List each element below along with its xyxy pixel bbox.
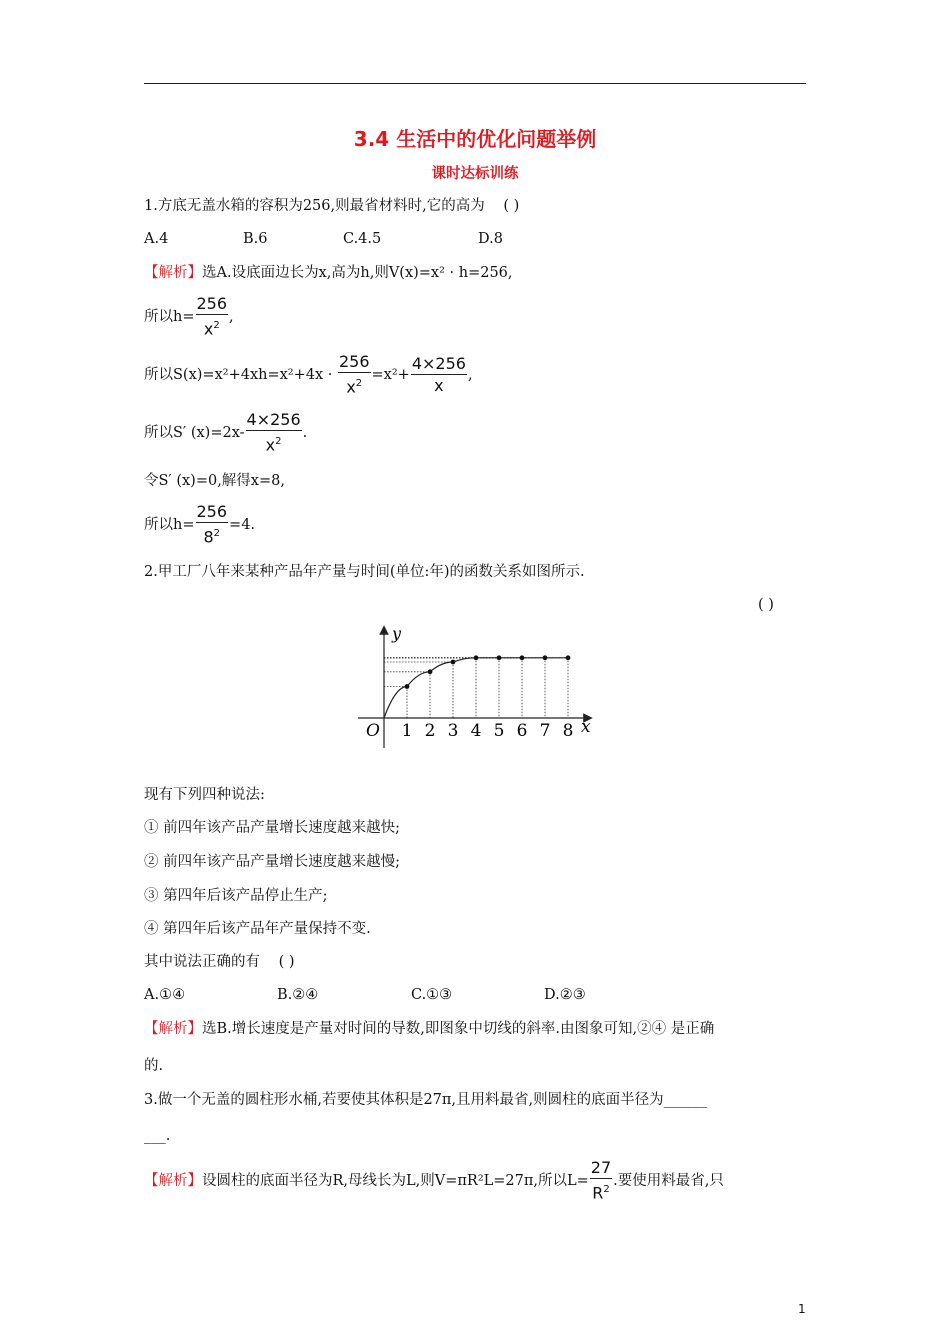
q1-line3-mid: =x²+	[371, 367, 410, 384]
fraction-numerator: 256	[196, 502, 228, 521]
q2-solution-line1	[144, 1019, 714, 1039]
fraction-den-exp: 2	[355, 378, 363, 389]
fraction-den-exp: 2	[603, 1184, 610, 1195]
data-point-2	[428, 669, 433, 674]
data-point-6	[520, 655, 525, 660]
fraction-4x256-over-x2	[246, 410, 302, 456]
fraction-den-exp: 2	[275, 436, 282, 447]
q1-solution-line3	[144, 352, 473, 398]
q1-line4-suffix: .	[302, 425, 308, 442]
q1-answer-blank: ( )	[503, 198, 520, 214]
q1-option-c: C.4.5	[343, 231, 382, 247]
q2-intro: 现有下列四种说法:	[144, 787, 265, 803]
q2-option-b: B.②④	[277, 987, 319, 1003]
q2-statement-2: ② 前四年该产品产量增长速度越来越慢;	[144, 854, 400, 870]
q1-line3-suffix: ,	[467, 367, 473, 384]
q2-option-c: C.①③	[411, 987, 453, 1003]
q2-option-a: A.①④	[144, 987, 186, 1003]
q3-stem: 3.做一个无盖的圆柱形水桶,若要使其体积是27π,且用料最省,则圆柱的底面半径为______	[144, 1092, 708, 1108]
q1-stem	[144, 196, 519, 216]
fraction-27-over-R2	[590, 1158, 612, 1204]
q2-stem: 2.甲工厂八年来某种产品年产量与时间(单位:年)的函数关系如图所示.	[144, 564, 585, 580]
x-tick-label-4: 4	[470, 721, 482, 741]
q3-solution-prefix: 设圆柱的底面半径为R,母线长为L,则V=πR²L=27π,所以L=	[202, 1173, 589, 1190]
q1-option-a: A.4	[144, 231, 169, 247]
x-axis-label: x	[581, 717, 591, 737]
fraction-den-base: R	[592, 1183, 604, 1203]
dotted-guide-lines	[384, 658, 568, 718]
q2-question	[144, 952, 295, 972]
q1-option-d: D.8	[478, 231, 503, 247]
q2-statement-1: ① 前四年该产品产量增长速度越来越快;	[144, 820, 400, 836]
fraction-den-base: 8	[203, 527, 214, 547]
fraction-numerator: 4×256	[246, 410, 301, 429]
q2-solution-tag: 【解析】	[144, 1021, 202, 1037]
q1-solution-tag: 【解析】	[144, 265, 202, 281]
x-tick-label-7: 7	[539, 721, 551, 741]
fraction-den-exp: 2	[213, 528, 221, 539]
fraction-numerator: 256	[338, 352, 370, 371]
header-rule	[144, 83, 806, 84]
q2-question-blank: ( )	[278, 954, 295, 970]
y-axis-label: y	[392, 624, 402, 643]
q1-line4-prefix: 所以S′ (x)=2x-	[144, 425, 245, 442]
x-tick-label-6: 6	[516, 721, 528, 741]
q1-option-b: B.6	[243, 231, 268, 247]
x-tick-label-1: 1	[401, 721, 413, 741]
fraction-denominator	[196, 315, 229, 340]
data-point-8	[566, 655, 571, 660]
fraction-denominator	[196, 523, 229, 548]
q1-solution-line4	[144, 410, 307, 456]
q1-line6-suffix: =4.	[229, 517, 256, 534]
fraction-numerator: 4×256	[411, 353, 466, 373]
x-tick-label-2: 2	[424, 721, 436, 741]
data-point-7	[543, 655, 548, 660]
q2-statement-4: ④ 第四年后该产品年产量保持不变.	[144, 921, 371, 937]
q1-solution-line2	[144, 294, 234, 340]
q2-question-text: 其中说法正确的有	[144, 954, 260, 970]
fraction-den-base: x	[265, 435, 276, 455]
x-tick-label-5: 5	[493, 721, 505, 741]
data-point-3	[451, 660, 456, 665]
q3-solution-line1	[144, 1158, 724, 1204]
q1-stem-text: 1.方底无盖水箱的容积为256,则最省材料时,它的高为	[144, 198, 485, 214]
q3-solution-tag: 【解析】	[144, 1173, 202, 1190]
x-tick-labels	[402, 721, 574, 741]
production-chart	[350, 622, 600, 752]
data-points	[405, 655, 571, 689]
fraction-denominator	[246, 431, 302, 456]
fraction-256-over-x2	[338, 352, 371, 398]
fraction-4x256-over-x	[411, 354, 467, 397]
q1-line2-prefix: 所以h=	[144, 309, 195, 326]
q3-stem-continued: ___.	[144, 1128, 171, 1144]
q2-solution-line2: 的.	[144, 1058, 164, 1074]
q1-line2-suffix: ,	[229, 309, 234, 326]
data-point-5	[497, 655, 502, 660]
fraction-den-base: x	[346, 377, 356, 397]
fraction-numerator: 256	[196, 294, 228, 313]
origin-label: O	[366, 721, 380, 741]
q1-solution-text1: 选A.设底面边长为x,高为h,则V(x)=x² · h=256,	[202, 265, 513, 281]
page-title: 3.4 生活中的优化问题举例	[353, 127, 597, 151]
fraction-256-over-x2	[196, 294, 229, 340]
q2-answer-blank: ( )	[758, 597, 774, 613]
page-number: 1	[798, 1302, 806, 1316]
data-point-1	[405, 684, 410, 689]
x-tick-label-8: 8	[562, 721, 574, 741]
fraction-denominator	[590, 1179, 612, 1204]
fraction-den-base: x	[203, 319, 214, 339]
q1-solution-line6	[144, 502, 255, 548]
page-subtitle: 课时达标训练	[431, 166, 519, 182]
q1-solution-line1	[144, 263, 513, 283]
q1-solution-line5: 令S′ (x)=0,解得x=8,	[144, 473, 285, 489]
x-tick-label-3: 3	[447, 721, 459, 741]
fraction-den-exp: 2	[213, 320, 220, 331]
fraction-denominator	[338, 373, 371, 398]
fraction-denominator: x	[434, 375, 444, 395]
q3-solution-suffix: .要使用料最省,只	[613, 1173, 724, 1190]
q2-statement-3: ③ 第四年后该产品停止生产;	[144, 888, 328, 904]
data-point-4	[474, 655, 479, 660]
fraction-256-over-8sq	[196, 502, 229, 548]
fraction-numerator: 27	[590, 1158, 612, 1177]
q2-solution-text1: 选B.增长速度是产量对时间的导数,即图象中切线的斜率.由图象可知,②④ 是正确	[202, 1021, 715, 1037]
q1-line6-prefix: 所以h=	[144, 517, 195, 534]
q1-line3-prefix: 所以S(x)=x²+4xh=x²+4x ·	[144, 367, 337, 384]
q2-option-d: D.②③	[544, 987, 586, 1003]
